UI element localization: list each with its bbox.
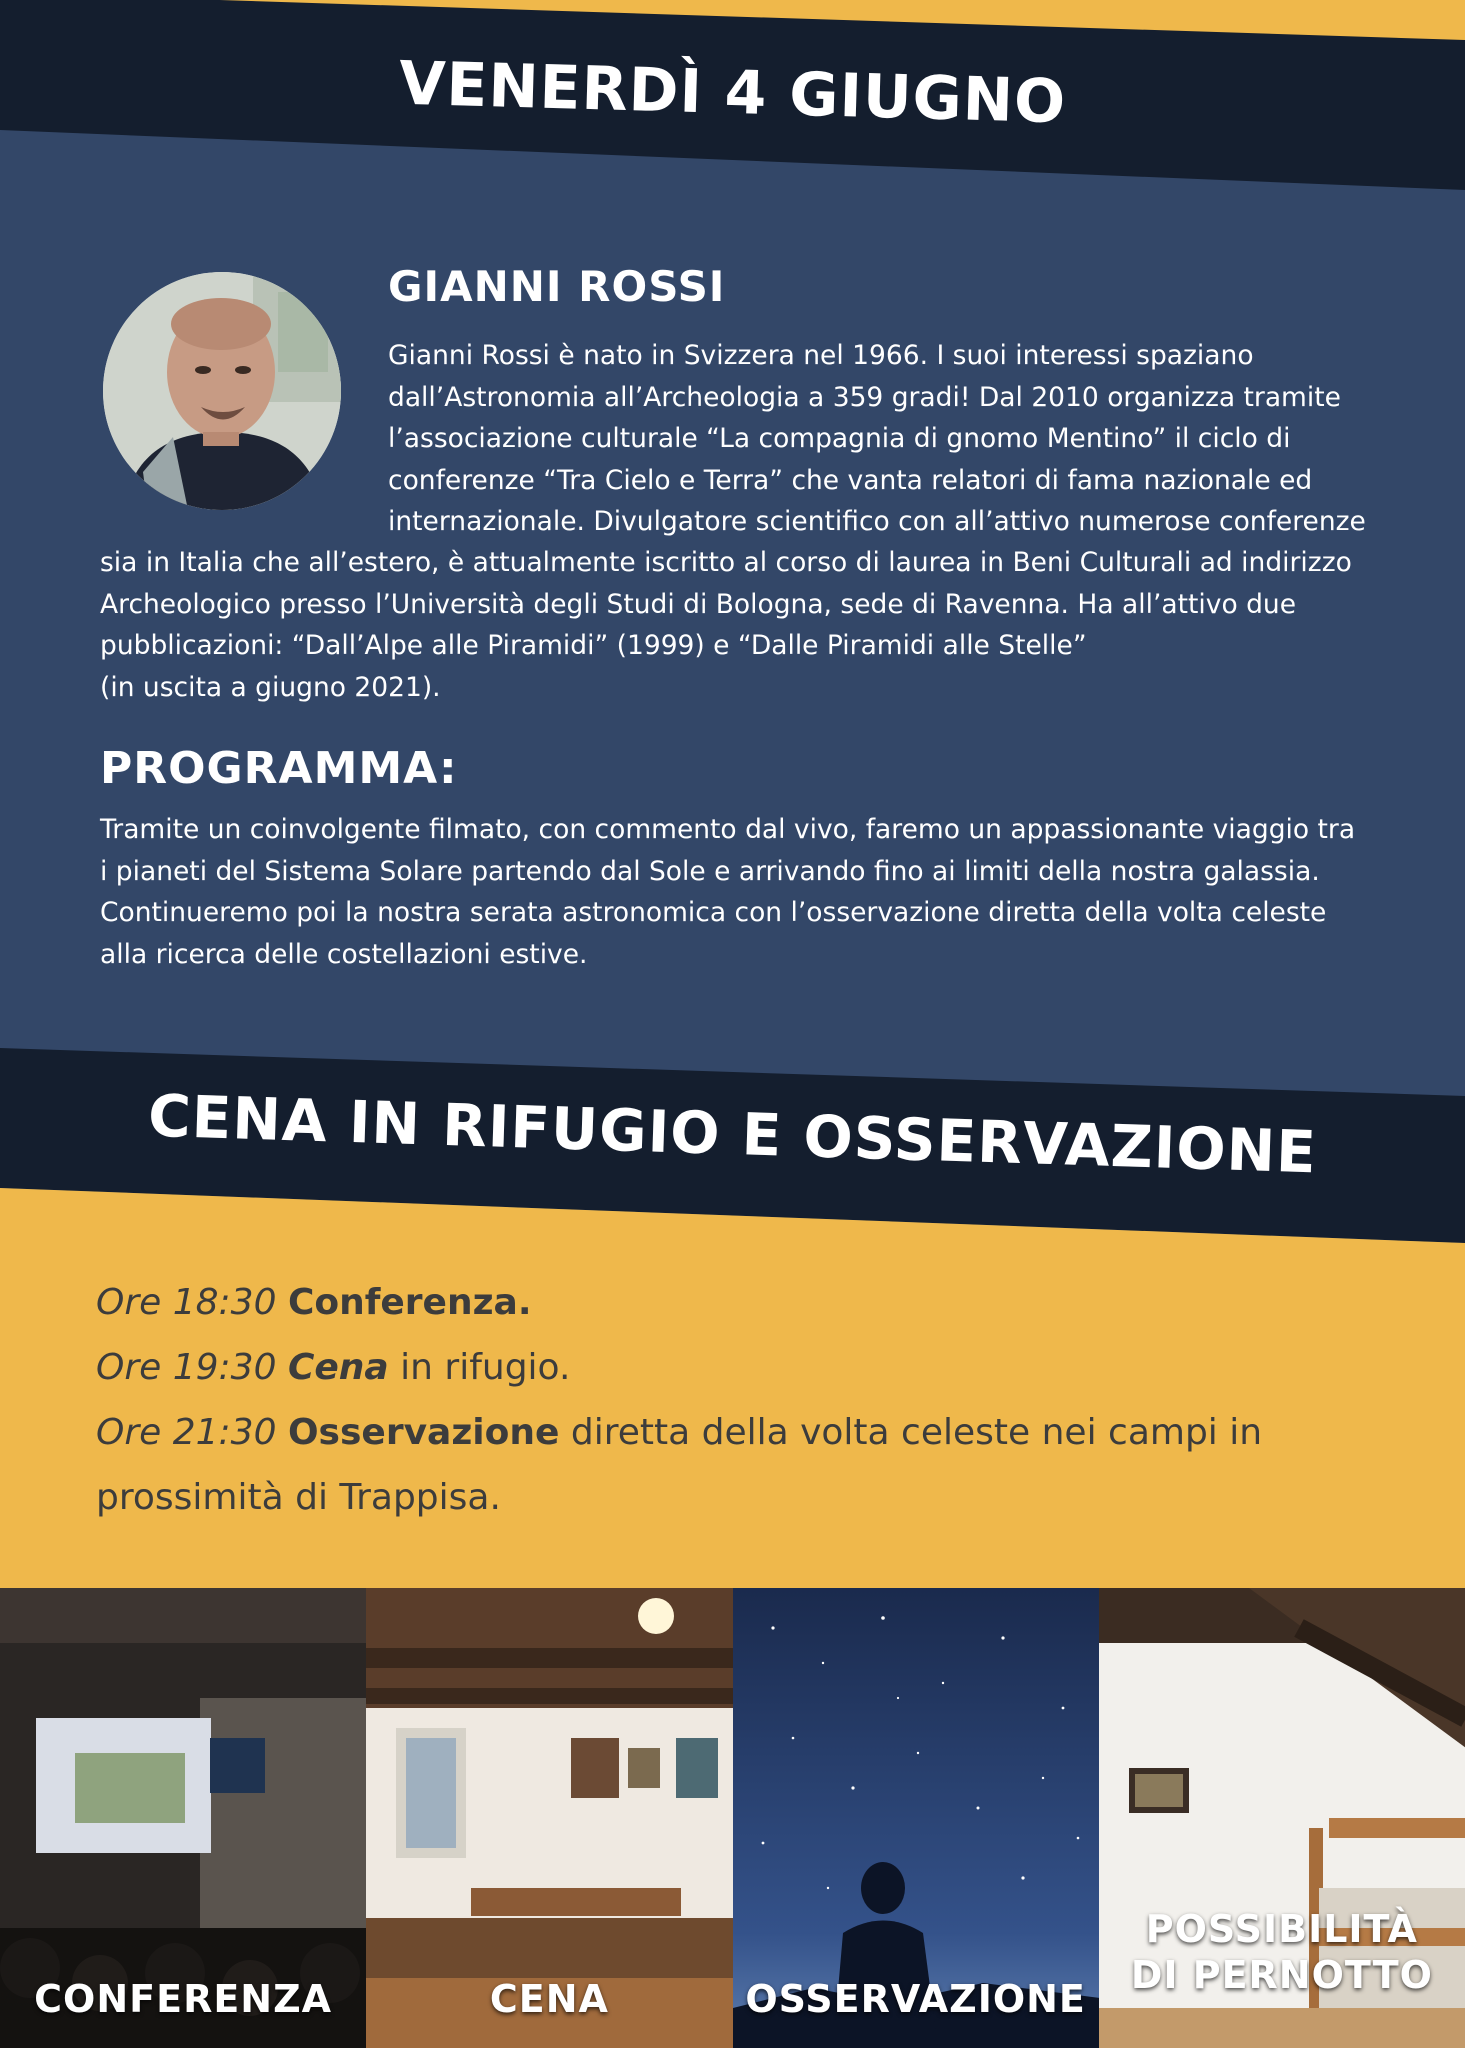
programma-heading: PROGRAMMA: bbox=[100, 743, 458, 794]
programma-line: Tramite un coinvolgente filmato, con commento dal vivo, faremo un appassionante viaggio tra bbox=[100, 814, 1356, 845]
photo-conferenza bbox=[0, 1588, 366, 2048]
photo-caption: OSSERVAZIONE bbox=[745, 1977, 1086, 2021]
schedule-detail: in rifugio. bbox=[388, 1347, 571, 1388]
bio-line: Gianni Rossi è nato in Svizzera nel 1966. I suoi interessi spaziano bbox=[388, 340, 1254, 371]
photo-caption-line: DI PERNOTTO bbox=[1130, 1953, 1433, 1997]
programma-line: alla ricerca delle costellazioni estive. bbox=[100, 938, 588, 970]
bio-line: internazionale. Divulgatore scientifico con all’attivo numerose conferenze bbox=[388, 506, 1366, 537]
bio-line: (in uscita a giugno 2021). bbox=[100, 671, 441, 703]
schedule-time: Ore 19:30 bbox=[96, 1347, 277, 1388]
speaker-bio-continued bbox=[100, 542, 1430, 708]
photo-strip bbox=[0, 1588, 1465, 2048]
schedule-time: Ore 18:30 bbox=[96, 1282, 277, 1323]
schedule-item bbox=[96, 1400, 1396, 1530]
schedule-time: Ore 21:30 bbox=[96, 1412, 277, 1453]
date-title: VENERDÌ 4 GIUGNO bbox=[398, 48, 1067, 138]
photo-caption: CONFERENZA bbox=[34, 1977, 333, 2021]
schedule-label: Cena bbox=[287, 1347, 389, 1388]
bio-line: Archeologico presso l’Università degli Studi di Bologna, sede di Ravenna. Ha all’attivo due bbox=[100, 588, 1297, 620]
speaker-avatar bbox=[103, 272, 341, 510]
schedule-label: Osservazione bbox=[287, 1412, 560, 1453]
bio-line: conferenze “Tra Cielo e Terra” che vanta relatori di fama nazionale ed bbox=[388, 464, 1313, 496]
bio-line: sia in Italia che all’estero, è attualmente iscritto al corso di laurea in Beni Culturali ad indirizzo bbox=[100, 547, 1352, 578]
bio-line: dall’Astronomia all’Archeologia a 359 gradi! Dal 2010 organizza tramite bbox=[388, 381, 1341, 413]
programma-line: i pianeti del Sistema Solare partendo dal Sole e arrivando fino ai limiti della nostra galassia. bbox=[100, 855, 1320, 887]
speaker-bio-intro bbox=[388, 335, 1408, 543]
photo-caption: CENA bbox=[489, 1977, 609, 2021]
photo-cena bbox=[366, 1588, 732, 2048]
programma-text bbox=[100, 809, 1420, 975]
photo-caption-line: POSSIBILITÀ bbox=[1145, 1907, 1418, 1951]
schedule-detail: prossimità di Trappisa. bbox=[96, 1477, 501, 1518]
programma-line: Continueremo poi la nostra serata astronomica con l’osservazione diretta della volta celeste bbox=[100, 897, 1327, 928]
schedule-list bbox=[96, 1270, 1396, 1530]
bio-line: l’associazione culturale “La compagnia di gnomo Mentino” il ciclo di bbox=[388, 423, 1291, 454]
photo-pernotto bbox=[1099, 1588, 1465, 2048]
section-title: CENA IN RIFUGIO E OSSERVAZIONE bbox=[147, 1081, 1318, 1187]
schedule-detail: diretta della volta celeste nei campi in bbox=[559, 1412, 1263, 1453]
schedule-item bbox=[96, 1335, 1396, 1400]
bio-line: pubblicazioni: “Dall’Alpe alle Piramidi” (1999) e “Dalle Piramidi alle Stelle” bbox=[100, 630, 1087, 661]
schedule-item bbox=[96, 1270, 1396, 1335]
speaker-name: GIANNI ROSSI bbox=[388, 262, 726, 311]
photo-osservazione bbox=[733, 1588, 1099, 2048]
schedule-label: Conferenza. bbox=[287, 1282, 532, 1323]
